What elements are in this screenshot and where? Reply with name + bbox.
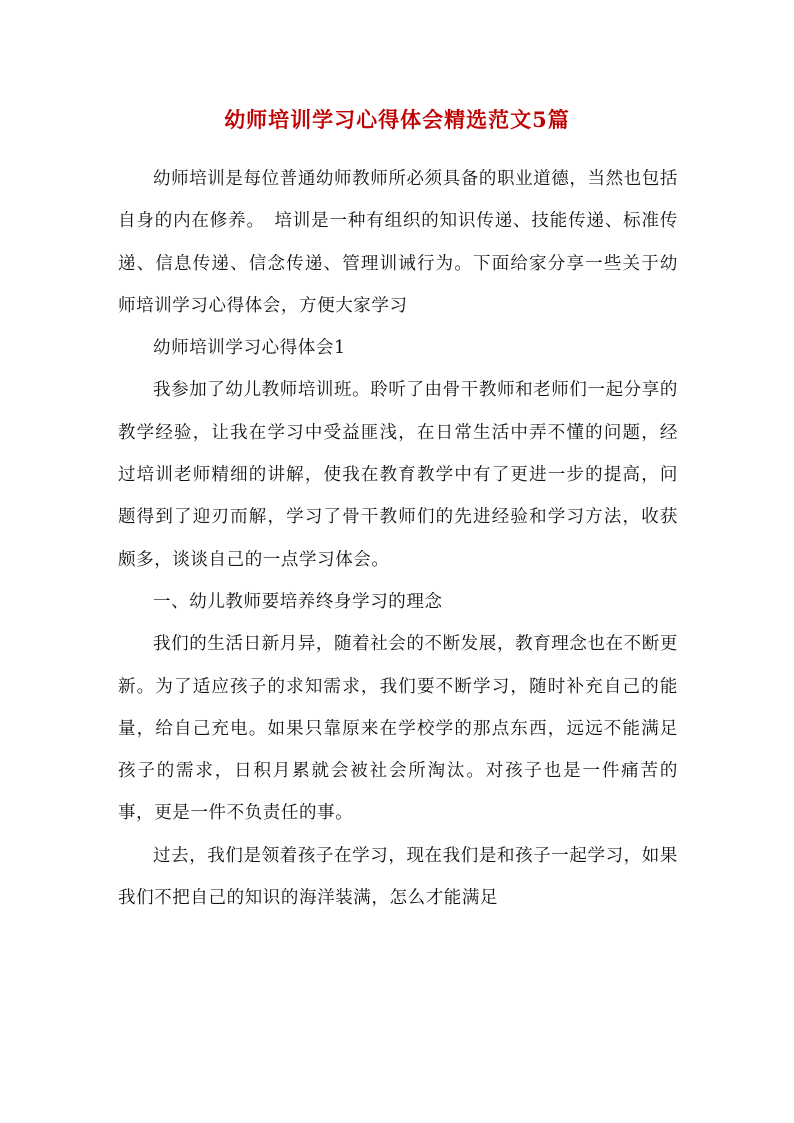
intro-paragraph: 幼师培训是每位普通幼师教师所必须具备的职业道德，当然也包括自身的内在修养。 培训是一种有组织的知识传递、技能传递、标准传递、信息传递、信念传递、管理训诫行为。下面给家分享一些关于幼师培训学习心得体会，方便大家学习 <box>118 169 678 316</box>
section-heading: 幼师培训学习心得体会1 <box>153 338 346 359</box>
document-title: 幼师培训学习心得体会精选范文5篇 <box>224 107 570 132</box>
body-paragraph: 过去，我们是领着孩子在学习，现在我们是和孩子一起学习，如果我们不把自己的知识的海洋装满，怎么才能满足 <box>118 845 678 909</box>
body-paragraph: 我参加了幼儿教师培训班。聆听了由骨干教师和老师们一起分享的教学经验，让我在学习中受益匪浅，在日常生活中弄不懂的问题，经过培训老师精细的讲解，使我在教育教学中有了更进一步的提高，问题得到了迎刃而解，学习了骨干教师们的先进经验和学习方法，收获颇多，谈谈自己的一点学习体会。 <box>118 380 678 570</box>
subsection-heading: 一、幼儿教师要培养终身学习的理念 <box>153 591 443 612</box>
document-body <box>118 158 678 919</box>
body-paragraph: 我们的生活日新月异，随着社会的不断发展，教育理念也在不断更新。为了适应孩子的求知需求，我们要不断学习，随时补充自己的能量，给自己充电。如果只靠原来在学校学的那点东西，远远不能满足孩子的需求，日积月累就会被社会所淘汰。对孩子也是一件痛苦的事，更是一件不负责任的事。 <box>118 634 678 824</box>
